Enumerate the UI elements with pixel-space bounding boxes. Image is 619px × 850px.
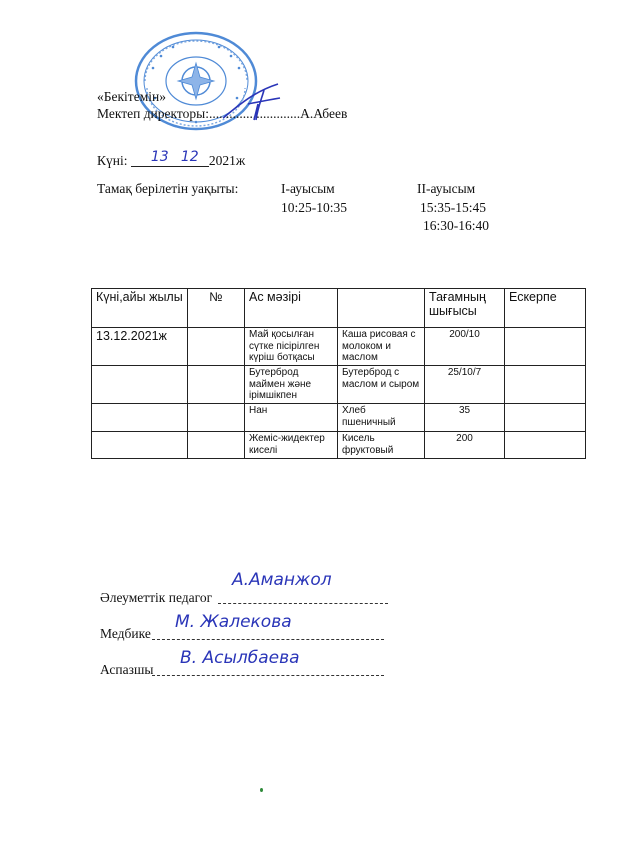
cell-num [188, 432, 245, 459]
ink-dot [260, 788, 263, 792]
col-date-header: Күні,айы жылы [92, 289, 188, 328]
cell-dish-ru: Хлеб пшеничный [338, 404, 425, 432]
cell-dish-ru: Бутерброд с маслом и сыром [338, 366, 425, 404]
shift1-time: 10:25-10:35 [281, 200, 347, 215]
col-menu-ru-header [338, 289, 425, 328]
schedule-label: Тамақ берілетін уақыты: [97, 181, 239, 196]
cell-note [505, 432, 586, 459]
cell-num [188, 328, 245, 366]
date-year: 2021ж [208, 153, 246, 168]
social-pedagogue-line [218, 603, 388, 604]
cook-line [152, 675, 384, 676]
cell-portion: 200/10 [425, 328, 505, 366]
cell-dish-kz: Май қосылған сүтке пісірілген күріш ботқасы [245, 328, 338, 366]
table-header-row [92, 289, 586, 328]
cell-dish-kz: Нан [245, 404, 338, 432]
shift1-title: I-ауысым [281, 181, 335, 196]
approve-title: «Бекітемін» [97, 89, 166, 104]
col-num-header: № [188, 289, 245, 328]
date-month: 12 [180, 149, 199, 165]
date-label: Күні: [97, 153, 128, 168]
date-day: 13 [150, 149, 169, 165]
cell-dish-kz: Жеміс-жидектер киселі [245, 432, 338, 459]
cell-date: 13.12.2021ж [92, 328, 188, 366]
social-pedagogue-signature: А.Аманжол [232, 570, 332, 590]
cell-note [505, 328, 586, 366]
cell-portion: 200 [425, 432, 505, 459]
menu-table [91, 288, 586, 459]
cell-note [505, 404, 586, 432]
cell-date [92, 432, 188, 459]
col-note-header: Ескерпе [505, 289, 586, 328]
cook-label: Аспазшы [100, 662, 154, 677]
social-pedagogue-label: Әлеуметтік педагог [100, 590, 213, 605]
table-row [92, 404, 586, 432]
cell-dish-kz: Бутерброд маймен және ірімшікпен [245, 366, 338, 404]
table-row [92, 366, 586, 404]
cell-date [92, 366, 188, 404]
nurse-label: Медбике [100, 626, 151, 641]
director-label: Мектеп директоры: [97, 106, 209, 121]
cell-dish-ru: Кисель фруктовый [338, 432, 425, 459]
cell-num [188, 404, 245, 432]
nurse-signature: М. Жалекова [175, 612, 292, 632]
cell-portion: 35 [425, 404, 505, 432]
cell-portion: 25/10/7 [425, 366, 505, 404]
cook-signature: В. Асылбаева [180, 648, 300, 668]
date-line [97, 149, 246, 169]
date-blank [131, 149, 209, 167]
col-menu-header: Ас мәзірі [245, 289, 338, 328]
nurse-line [152, 639, 384, 640]
cell-num [188, 366, 245, 404]
director-signature-icon [218, 76, 288, 126]
cell-note [505, 366, 586, 404]
director-name: А.Абеев [300, 106, 348, 121]
shift2-time2: 16:30-16:40 [423, 218, 489, 233]
table-row [92, 432, 586, 459]
director-dots: ........................... [208, 106, 301, 121]
shift2-time1: 15:35-15:45 [420, 200, 486, 215]
table-row [92, 328, 586, 366]
cell-dish-ru: Каша рисовая с молоком и маслом [338, 328, 425, 366]
shift2-title: II-ауысым [417, 181, 476, 196]
col-portion-header: Тағамның шығысы [425, 289, 505, 328]
cell-date [92, 404, 188, 432]
